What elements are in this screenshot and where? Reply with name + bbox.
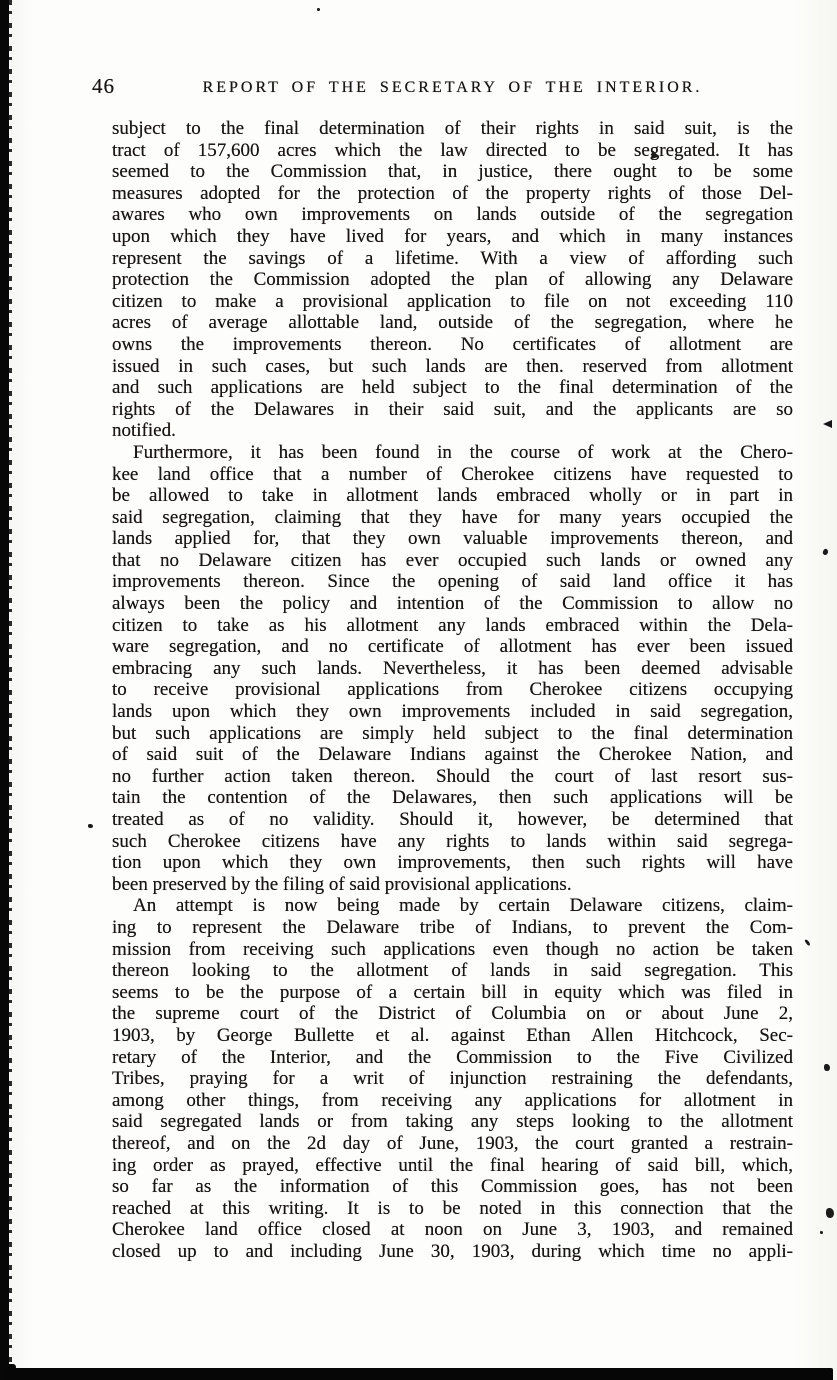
text-line: notified. [112,420,176,442]
text-line: tain the contention of the Delawares, then such applications will be [112,787,793,809]
text-line: but such applications are simply held subject to the final determination [112,722,793,744]
text-line: retary of the Interior, and the Commission to the Five Civilized [112,1046,793,1068]
text-line: 1903, by George Bullette et al. against Ethan Allen Hitchcock, Sec- [112,1024,793,1046]
scan-speck [826,1208,834,1218]
text-line: of said suit of the Delaware Indians against the Cherokee Nation, and [112,744,793,766]
text-line: rights of the Delawares in their said suit, and the applicants are so [112,398,793,420]
text-line: be allowed to take in allotment lands embraced wholly or in part in [112,485,793,507]
paragraph-2 [112,442,793,895]
text-line: treated as of no validity. Should it, however, be determined that [112,809,793,830]
text-line: Furthermore, it has been found in the course of work at the Chero- [133,441,793,463]
scan-speck [820,1231,823,1234]
text-line: citizen to take as his allotment any lands embraced within the Dela- [112,614,793,636]
text-line: closed up to and including June 30, 1903, during which time no appli- [112,1240,793,1262]
text-line: reached at this writing. It is to be noted in this connection that the [112,1197,793,1219]
text-line: the supreme court of the District of Columbia on or about June 2, [112,1003,793,1025]
text-block [112,118,793,1262]
text-line: protection the Commission adopted the plan of allowing any Delaware [112,269,793,291]
text-line: such Cherokee citizens have any rights to lands within said segrega- [112,830,793,852]
text-line: no further action taken thereon. Should the court of last resort sus- [112,765,793,787]
text-line: kee land office that a number of Cherokee citizens have requested to [112,463,793,485]
paragraph-1 [112,118,793,442]
text-line: measures adopted for the protection of the property rights of those Del- [112,182,793,204]
text-line: lands applied for, that they own valuable improvements thereon, and [112,528,793,550]
text-line: awares who own improvements on lands outside of the segregation [112,204,793,226]
text-line: lands upon which they own improvements included in said segregation, [112,701,793,723]
text-line: been preserved by the filing of said provisional applications. [112,873,572,895]
scan-edge-left-bar [0,0,9,1380]
text-line: ware segregation, and no certificate of allotment has ever been issued [112,636,793,658]
text-line: embracing any such lands. Nevertheless, it has been deemed advisable [112,657,793,679]
scan-speck [822,548,829,556]
text-line: represent the savings of a lifetime. With a view of affording such [112,247,793,269]
scan-speck [804,939,810,946]
text-line: improvements thereon. Since the opening of said land office it has [112,571,793,593]
text-line: seemed to the Commission that, in justice, there ought to be some [112,161,793,183]
text-line: ing order as prayed, effective until the final hearing of said bill, which, [112,1154,793,1176]
scan-speck [823,420,832,428]
text-line: issued in such cases, but such lands are then. reserved from allotment [112,355,793,377]
text-line: said segregation, claiming that they have for many years occupied the [112,506,793,528]
text-line: acres of average allottable land, outside of the segregation, where he [112,312,793,334]
text-line: upon which they have lived for years, and which in many instances [112,225,793,247]
text-line: tion upon which they own improvements, then such rights will have [112,852,793,874]
text-line: so far as the information of this Commission goes, has not been [112,1176,793,1198]
text-line: thereof, and on the 2d day of June, 1903, the court granted a restrain- [112,1132,793,1154]
text-line: said segregated lands or from taking any steps looking to the allotment [112,1111,793,1133]
text-line: Cherokee land office closed at noon on June 3, 1903, and remained [112,1219,793,1241]
text-line: citizen to make a provisional application to file on not exceeding 110 [112,290,793,312]
text-line: seems to be the purpose of a certain bill in equity which was filed in [112,981,793,1003]
text-line: ing to represent the Delaware tribe of Indians, to prevent the Com- [112,916,793,938]
text-line: tract of 157,600 acres which the law directed to be segregated. It has [112,139,793,161]
page-number: 46 [92,74,115,98]
text-line: mission from receiving such applications even though no action be taken [112,938,793,960]
scan-speck [317,8,320,11]
scan-edge-bottom-bar [6,1368,833,1380]
text-line: and such applications are held subject to the final determination of the [112,377,793,399]
text-line: subject to the final determination of their rights in said suit, is the [112,118,793,139]
text-line: Tribes, praying for a writ of injunction restraining the defendants, [112,1068,793,1090]
scan-speck [824,1064,830,1071]
text-line: that no Delaware citizen has ever occupied such lands or owned any [112,549,793,571]
text-line: to receive provisional applications from Cherokee citizens occupying [112,679,793,701]
text-line: always been the policy and intention of the Commission to allow no [112,593,793,615]
text-line: owns the improvements thereon. No certificates of allotment are [112,333,793,355]
running-title: REPORT OF THE SECRETARY OF THE INTERIOR. [202,79,703,96]
paragraph-3 [112,895,793,1262]
text-line: An attempt is now being made by certain Delaware citizens, claim- [133,895,793,917]
text-line: thereon looking to the allotment of lands in said segregation. This [112,960,793,982]
scan-speck [88,824,93,828]
text-line: among other things, from receiving any applications for allotment in [112,1089,793,1111]
